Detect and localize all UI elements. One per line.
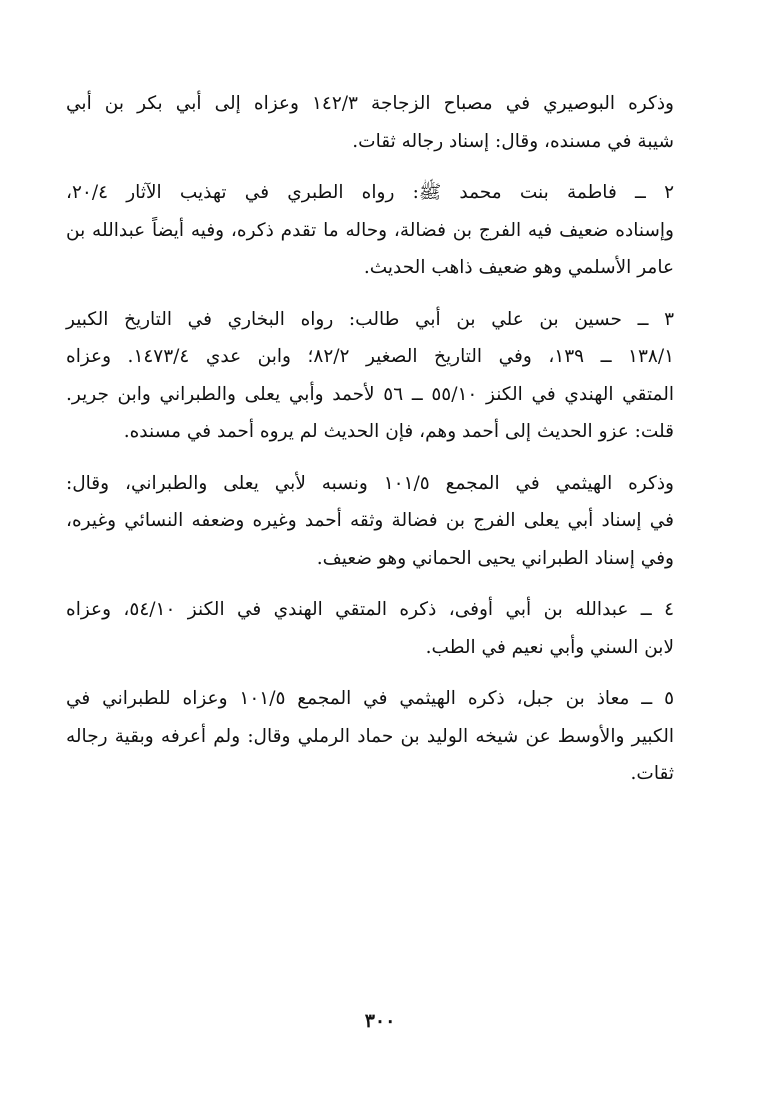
text-line: ٤ ــ عبدالله بن أبي أوفى، ذكره المتقي الهندي في الكنز ٥٤/١٠، وعزاه	[66, 599, 674, 620]
text-line: ٢ ــ فاطمة بنت محمد ﷺ: رواه الطبري في تهذيب الآثار ٢٠/٤،	[66, 182, 674, 203]
page-number: ٣٠٠	[364, 1010, 396, 1032]
text-line: وذكره الهيثمي في المجمع ١٠١/٥ ونسبه لأبي يعلى والطبراني، وقال:	[66, 472, 674, 494]
paragraph-item-5-muadh	[66, 680, 674, 793]
text-line: وفي إسناد الطبراني يحيى الحماني وهو ضعيف.	[316, 547, 674, 569]
text-line: وذكره البوصيري في مصباح الزجاجة ١٤٢/٣ وعزاه إلى أبي بكر بن أبي	[66, 93, 674, 114]
text-line: عامر الأسلمي وهو ضعيف ذاهب الحديث.	[363, 257, 674, 278]
text-line: شيبة في مسنده، وقال: إسناد رجاله ثقات.	[352, 130, 674, 152]
text-line: في إسناد أبي يعلى الفرج بن فضالة وثقه أحمد وغيره وضعفه النسائي وغيره،	[66, 510, 674, 531]
paragraph-haythami-note	[66, 465, 674, 578]
text-line: لابن السني وأبي نعيم في الطب.	[425, 636, 674, 658]
text-line: ثقات.	[630, 763, 674, 784]
text-line: الكبير والأوسط عن شيخه الوليد بن حماد الرملي وقال: ولم أعرفه وبقية رجاله	[66, 725, 674, 747]
text-line: وإسناده ضعيف فيه الفرج بن فضالة، وحاله ما تقدم ذكره، وفيه أيضاً عبدالله بن	[66, 219, 674, 241]
paragraph-item-3-husayn	[66, 301, 674, 451]
paragraph-busiri-note	[66, 85, 674, 160]
text-line: قلت: عزو الحديث إلى أحمد وهم، فإن الحديث لم يروه أحمد في مسنده.	[123, 421, 674, 442]
text-line: ٣ ــ حسين بن علي بن أبي طالب: رواه البخاري في التاريخ الكبير	[66, 308, 674, 330]
body-text	[66, 85, 674, 807]
paragraph-item-2-fatima	[66, 174, 674, 287]
text-line: ٥ ــ معاذ بن جبل، ذكره الهيثمي في المجمع ١٠١/٥ وعزاه للطبراني في	[66, 688, 674, 709]
text-line: المتقي الهندي في الكنز ٥٥/١٠ ــ ٥٦ لأحمد وأبي يعلى والطبراني وابن جرير.	[66, 383, 674, 405]
text-line: ١٣٨/١ ــ ١٣٩، وفي التاريخ الصغير ٨٢/٢؛ وابن عدي ١٤٧٣/٤. وعزاه	[66, 346, 675, 367]
paragraph-item-4-abdullah	[66, 591, 674, 666]
